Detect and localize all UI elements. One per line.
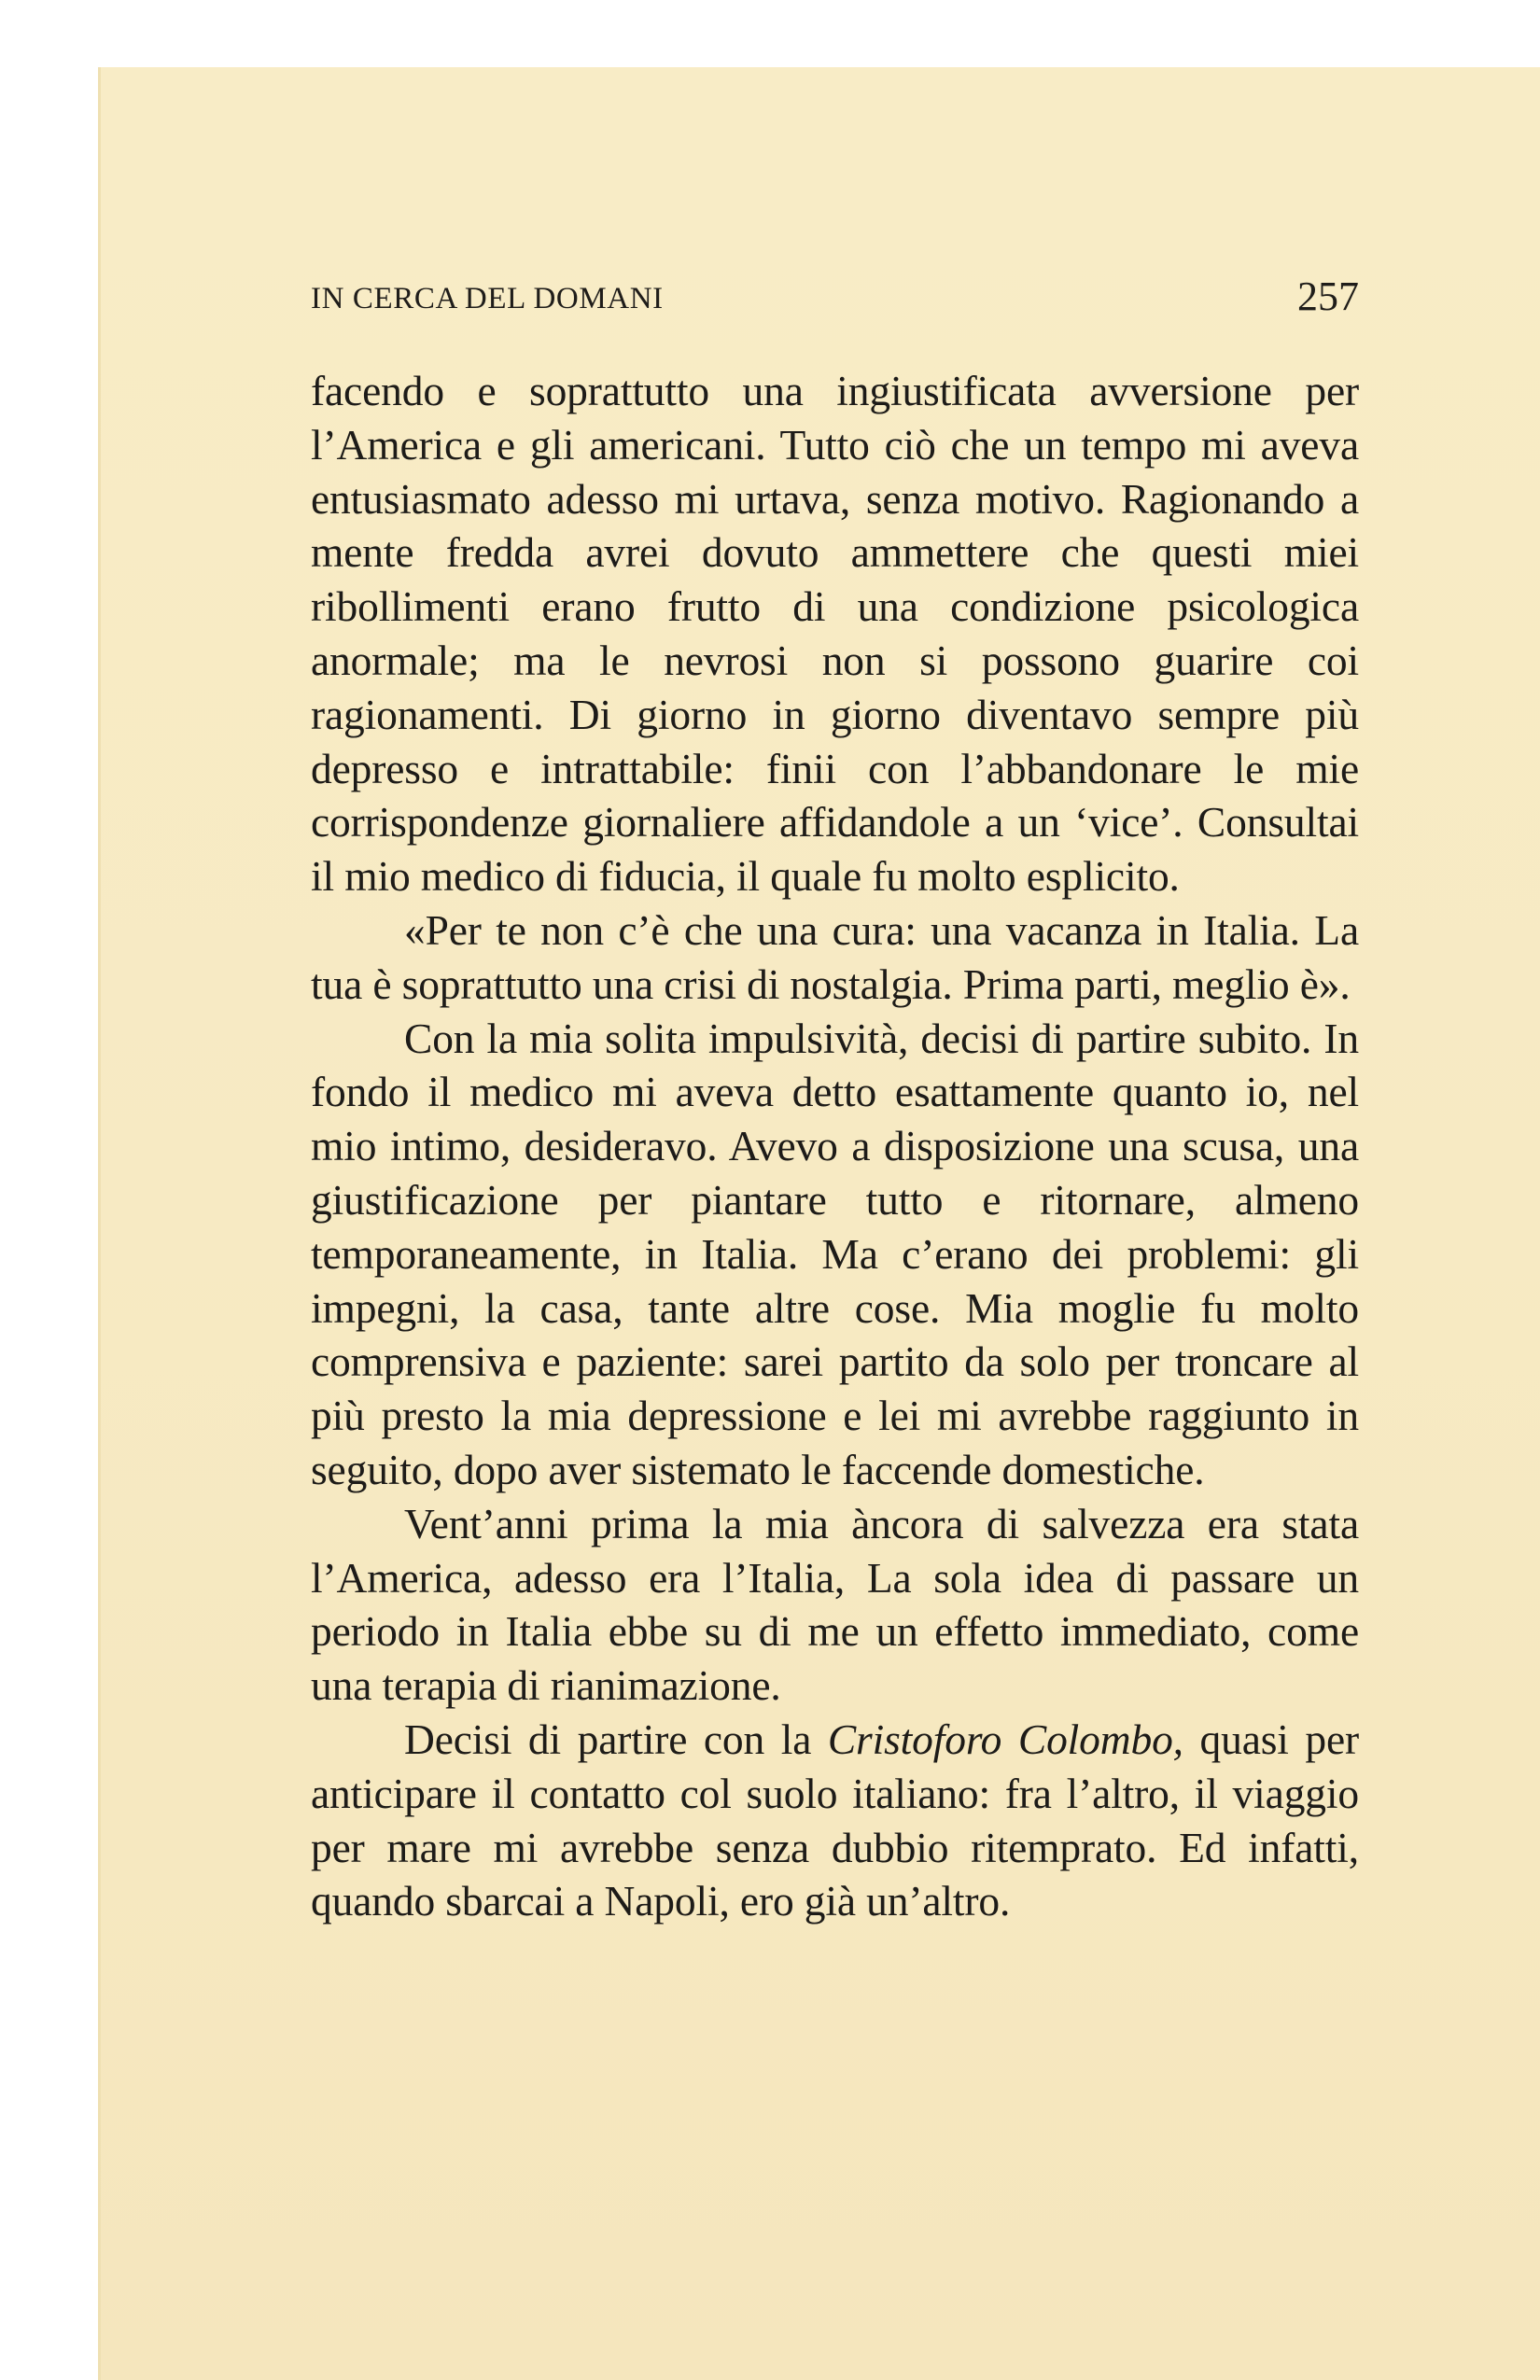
running-header <box>311 264 1359 320</box>
page-number: 257 <box>1297 273 1359 319</box>
paragraph-1: facendo e soprattutto una ingiustificata avversione per l’America e gli americani. Tutto ciò che un tempo mi aveva entusiasmato adesso mi urtava, senza motivo. Ragionando a mente fredda avrei dovuto ammettere che questi miei ribollimenti erano frutto di una condizione psicologica anormale; ma le nevrosi non si possono guarire coi ragionamenti. Di giorno in giorno diventavo sempre più depresso e intrattabile: finii con l’abbandonare le mie corrispondenze giornaliere affidandole a un ‘vice’. Consultai il mio medico di fiducia, il quale fu molto esplicito. <box>311 367 1359 901</box>
ship-name: Cristoforo Colombo, <box>827 1715 1183 1763</box>
paragraph-3: Con la mia solita impulsività, decisi di partire subito. In fondo il medico mi aveva detto esattamente quanto io, nel mio intimo, desideravo. Avevo a disposizione una scusa, una giustificazione per piantare tutto e ritornare, almeno temporaneamente, in Italia. Ma c’erano dei problemi: gli impegni, la casa, tante altre cose. Mia moglie fu molto comprensiva e paziente: sarei partito da solo per troncare al più presto la mia depressione e lei mi avrebbe raggiunto in seguito, dopo aver sistemato le faccende domestiche. <box>311 1014 1359 1493</box>
paragraph-5 <box>311 1713 1359 1928</box>
paragraph-5-start: Decisi di partire con la <box>404 1715 828 1763</box>
body-text <box>311 364 1359 1928</box>
paragraph-2: «Per te non c’è che una cura: una vacanza in Italia. La tua è soprattutto una crisi di nostalgia. Prima parti, meglio è». <box>311 905 1359 1008</box>
paragraph-4: Vent’anni prima la mia àncora di salvezza era stata l’America, adesso era l’Italia, La sola idea di passare un periodo in Italia ebbe su di me un effetto immediato, come una terapia di rianimazione. <box>311 1499 1359 1710</box>
running-title: IN CERCA DEL DOMANI <box>311 282 664 315</box>
paragraph-5-end: quasi per anticipare il contatto col suolo italiano: fra l’altro, il viaggio per mare mi avrebbe senza dubbio ritemprato. Ed infatti, quando sbarcai a Napoli, ero già un’altro. <box>311 1715 1360 1925</box>
